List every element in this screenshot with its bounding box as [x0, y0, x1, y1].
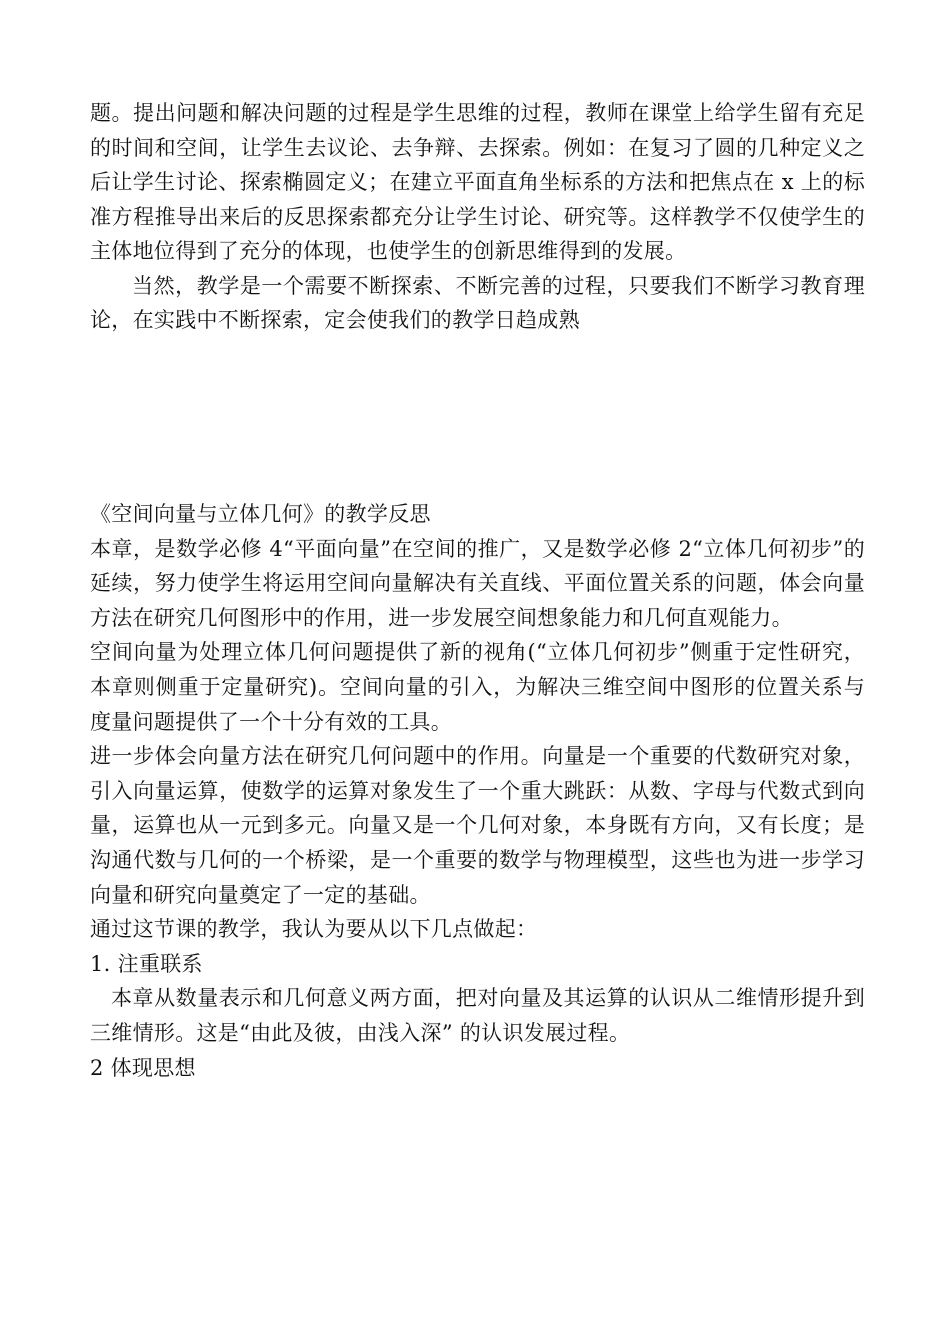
- point-2-heading: 2 体现思想: [90, 1055, 196, 1080]
- paragraph-conclusion: 当然，教学是一个需要不断探索、不断完善的过程，只要我们不断学习教育理论，在实践中不断探索，定会使我们的教学日趋成熟: [90, 273, 865, 332]
- point-1-heading: 1. 注重联系: [90, 951, 203, 976]
- article-paragraph: 进一步体会向量方法在研究几何问题中的作用。向量是一个重要的代数研究对象，引入向量运算，使数学的运算对象发生了一个重大跳跃：从数、字母与代数式到向量，运算也从一元到多元。向量又是一个几何对象，本身既有方向，又有长度；是沟通代数与几何的一个桥梁，是一个重要的数学与物理模型，这些也为进一步学习向量和研究向量奠定了一定的基础。: [90, 744, 865, 907]
- article-section: [90, 497, 865, 1085]
- point-1-body: 本章从数量表示和几何意义两方面，把对向量及其运算的认识从二维情形提升到三维情形。这是“由此及彼，由浅入深” 的认识发展过程。: [90, 986, 865, 1045]
- previous-section-text: [90, 96, 865, 338]
- article-paragraph: 通过这节课的教学，我认为要从以下几点做起：: [90, 917, 538, 942]
- article-title: 《空间向量与立体几何》的教学反思: [90, 502, 431, 526]
- paragraph-discussion: 题。提出问题和解决问题的过程是学生思维的过程，教师在课堂上给学生留有充足的时间和空间，让学生去议论、去争辩、去探索。例如：在复习了圆的几种定义之后让学生讨论、探索椭圆定义；在建立平面直角坐标系的方法和把焦点在 x 上的标准方程推导出来后的反思探索都充分让学生讨论、研究等。这样教学不仅使学生的主体地位得到了充分的体现，也使学生的创新思维得到的发展。: [90, 101, 865, 263]
- article-paragraph: 本章，是数学必修 4“平面向量”在空间的推广，又是数学必修 2“立体几何初步”的延续，努力使学生将运用空间向量解决有关直线、平面位置关系的问题，体会向量方法在研究几何图形中的作用，进一步发展空间想象能力和几何直观能力。: [90, 536, 865, 630]
- article-paragraph: 空间向量为处理立体几何问题提供了新的视角(“立体几何初步”侧重于定性研究，本章则侧重于定量研究)。空间向量的引入，为解决三维空间中图形的位置关系与度量问题提供了一个十分有效的工具。: [90, 640, 865, 734]
